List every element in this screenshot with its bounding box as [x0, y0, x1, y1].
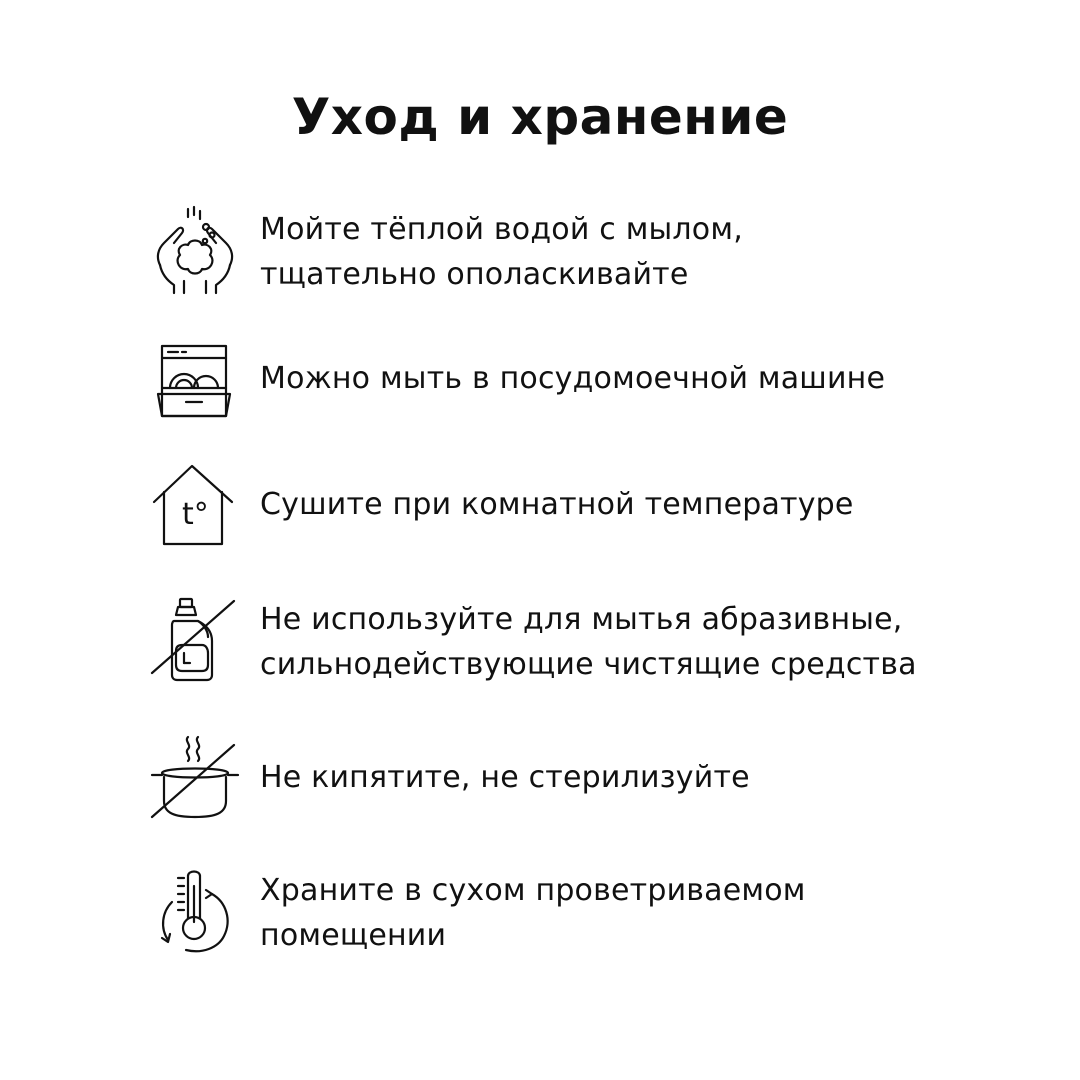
- hand-washing-icon: [150, 205, 240, 295]
- care-text-dry: Сушите при комнатной температуре: [260, 487, 854, 522]
- care-text-no-boil: Не кипятите, не стерилизуйте: [260, 760, 750, 795]
- care-text-wash: Мойте тёплой водой с мылом, тщательно ополаскивайте: [260, 212, 743, 292]
- storage-thermometer-icon: [150, 866, 240, 956]
- care-text-dishwasher: Можно мыть в посудомоечной машине: [260, 361, 886, 396]
- room-temperature-icon: [150, 462, 240, 552]
- care-text-no-detergent: Не используйте для мытья абразивные, сильнодействующие чистящие средства: [260, 602, 917, 682]
- no-detergent-icon: [150, 595, 240, 685]
- no-boiling-icon: [150, 733, 240, 823]
- temperature-label: t°: [182, 497, 209, 532]
- page-title: Уход и хранение: [291, 88, 789, 146]
- care-text-storage: Храните в сухом проветриваемом помещении: [260, 873, 806, 953]
- dishwasher-icon: [150, 340, 240, 430]
